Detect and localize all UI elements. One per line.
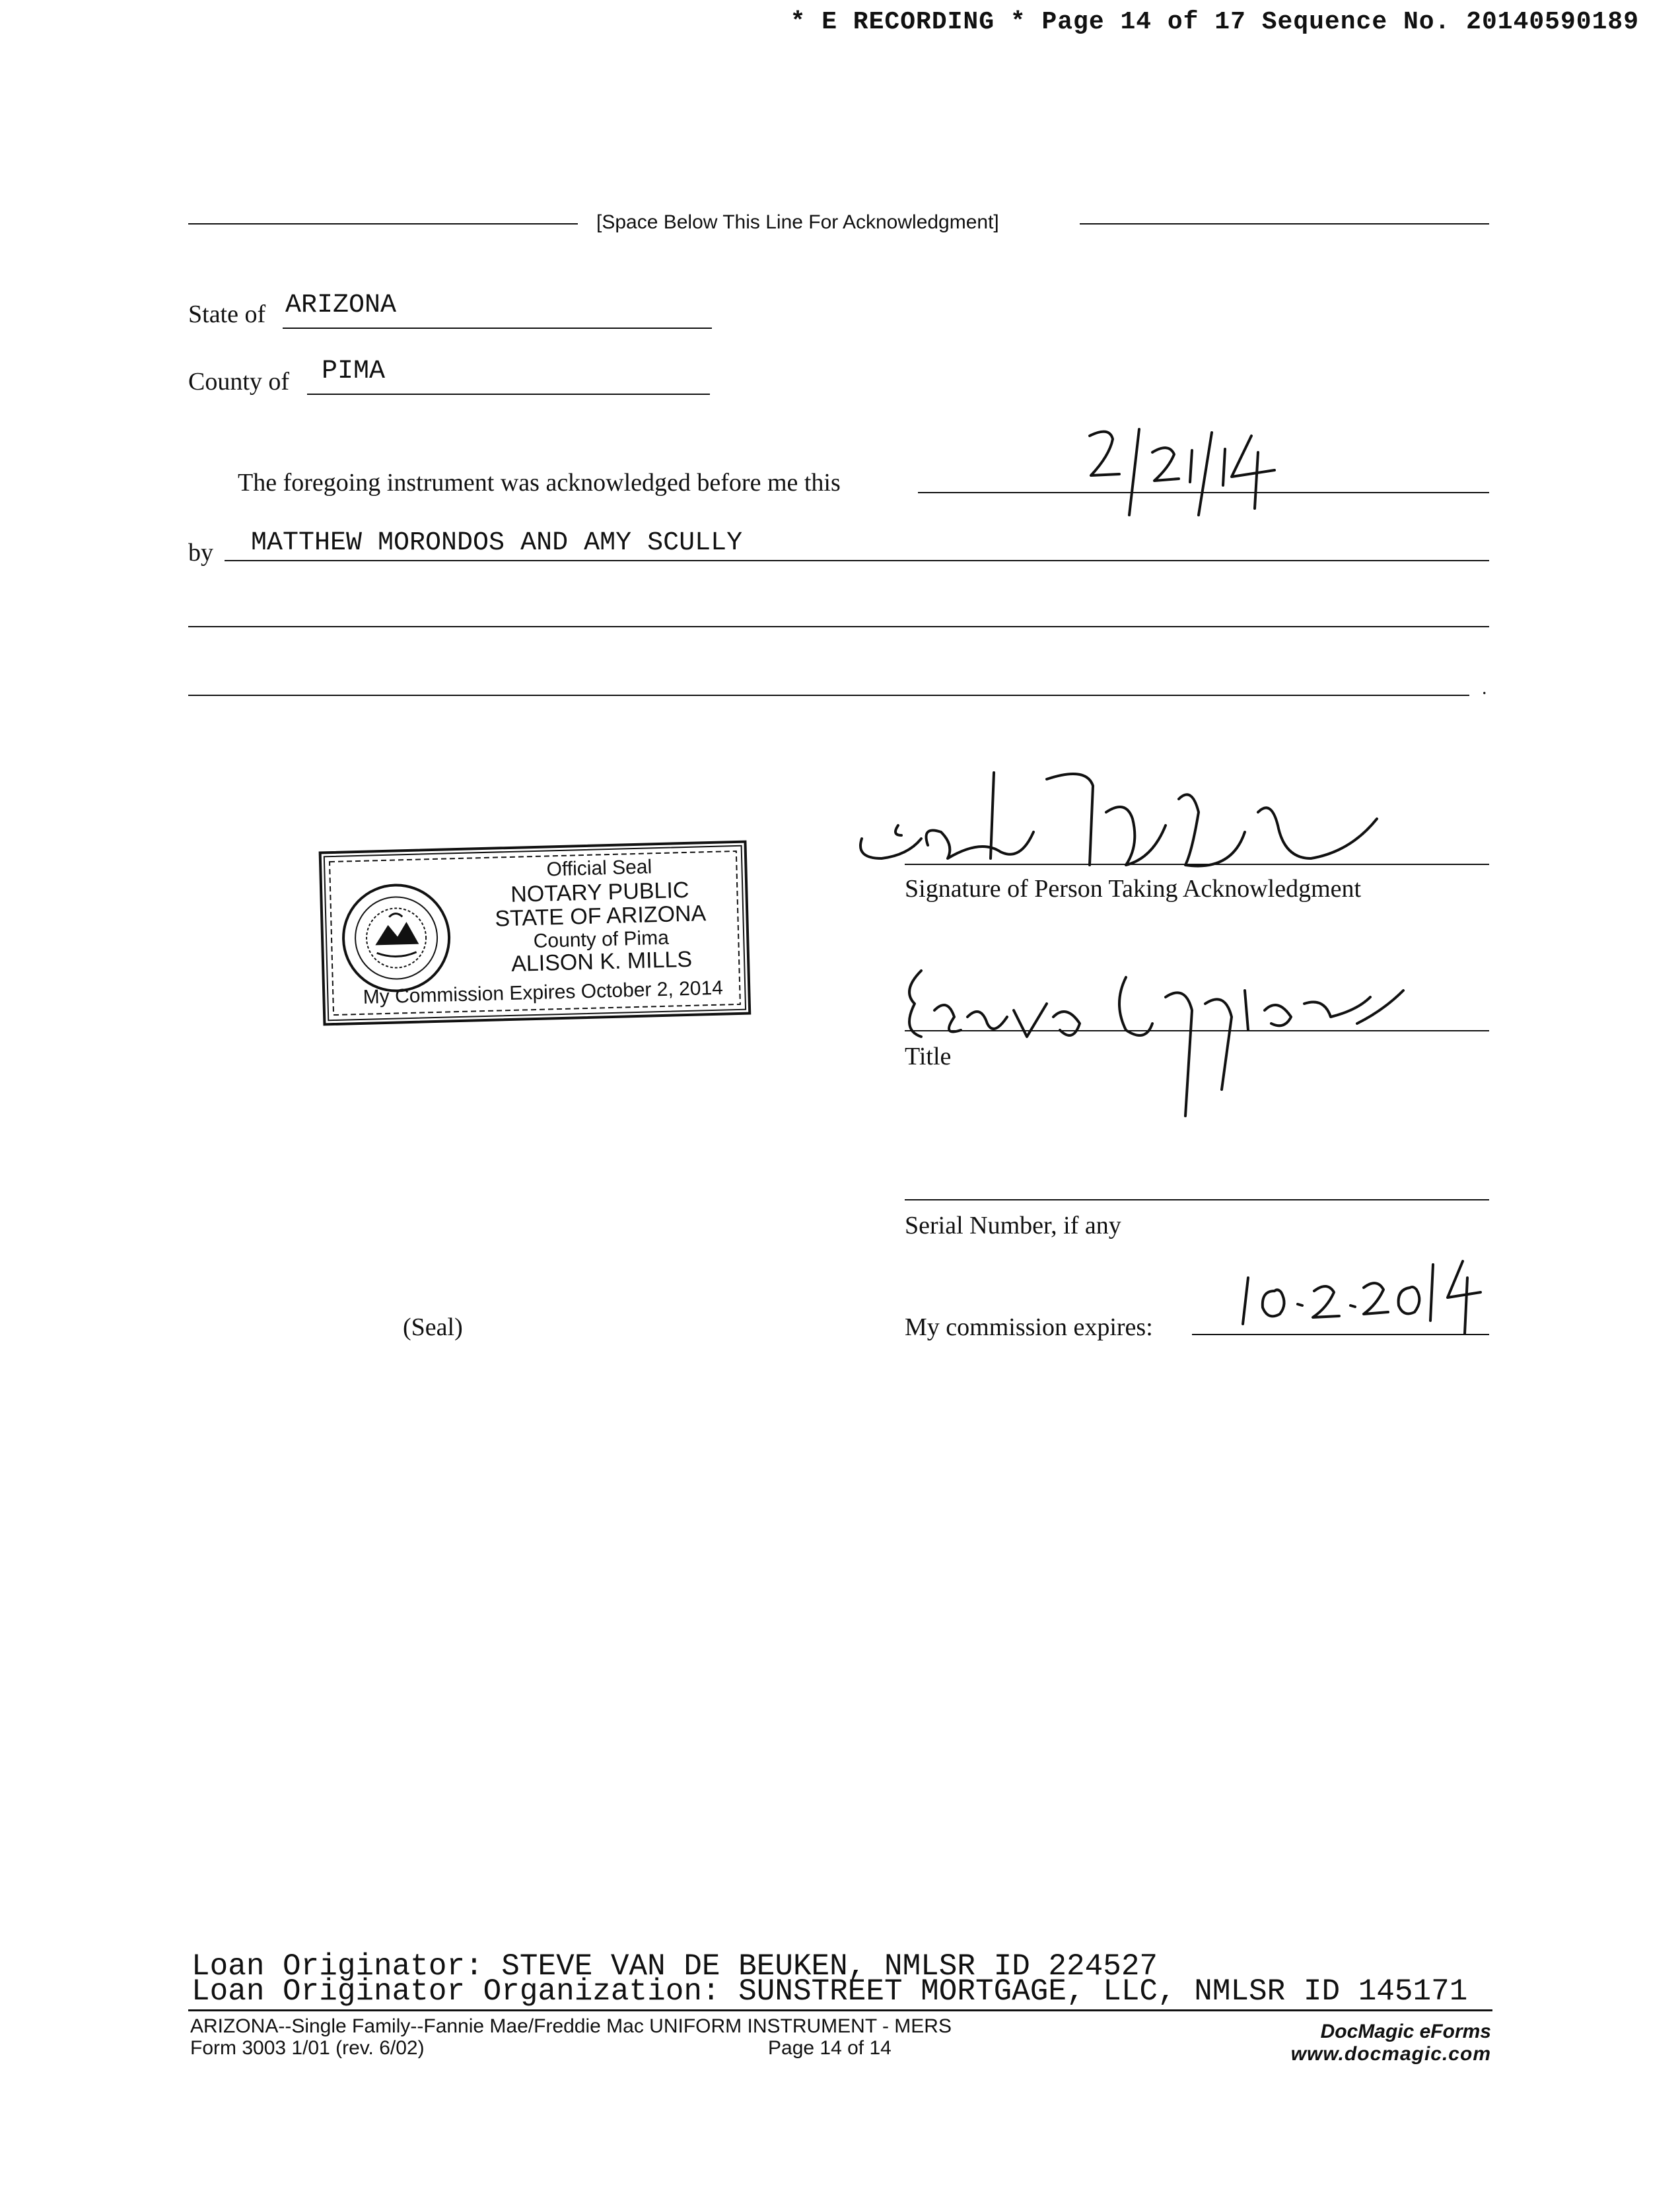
state-value: ARIZONA bbox=[285, 291, 397, 320]
page-number: Page 14 of 14 bbox=[768, 2037, 892, 2059]
stamp-line-6: My Commission Expires October 2, 2014 bbox=[363, 977, 724, 1008]
by-label: by bbox=[188, 539, 213, 567]
county-line bbox=[307, 394, 710, 395]
title-line bbox=[905, 1030, 1489, 1031]
blank-line bbox=[188, 695, 1469, 696]
docmagic-url: www.docmagic.com bbox=[1290, 2043, 1491, 2065]
title-caption: Title bbox=[905, 1043, 952, 1070]
docmagic-logo: DocMagic eForms bbox=[1320, 2021, 1491, 2042]
footer-rule bbox=[188, 2009, 1492, 2011]
stamp-line-2: NOTARY PUBLIC bbox=[510, 877, 689, 907]
form-description: ARIZONA--Single Family--Fannie Mae/Freddie Mac UNIFORM INSTRUMENT - MERS bbox=[190, 2015, 952, 2037]
form-number: Form 3003 1/01 (rev. 6/02) bbox=[190, 2037, 425, 2059]
commission-expires-caption: My commission expires: bbox=[905, 1313, 1153, 1341]
handwritten-expiration bbox=[1235, 1251, 1486, 1337]
stamp-line-4: County of Pima bbox=[533, 926, 670, 953]
state-line bbox=[283, 328, 712, 329]
recording-header: * E RECORDING * Page 14 of 17 Sequence No. 20140590189 bbox=[790, 8, 1639, 36]
blank-line bbox=[188, 626, 1489, 627]
county-value: PIMA bbox=[322, 357, 386, 386]
seal-caption: (Seal) bbox=[403, 1313, 463, 1341]
period-mark: . bbox=[1482, 677, 1487, 699]
stamp-line-1: Official Seal bbox=[546, 856, 652, 881]
signature-line bbox=[905, 864, 1489, 865]
loan-originator-organization: Loan Originator Organization: SUNSTREET MORTGAGE, LLC, NMLSR ID 145171 bbox=[192, 1974, 1468, 2009]
loan-originator: Loan Originator: STEVE VAN DE BEUKEN, NMLSR ID 224527 bbox=[192, 1949, 1158, 1984]
by-line bbox=[225, 560, 1489, 561]
state-label: State of bbox=[188, 300, 266, 328]
handwritten-date bbox=[1083, 423, 1294, 522]
acknowledgment-caption: [Space Below This Line For Acknowledgment] bbox=[596, 211, 999, 233]
county-label: County of bbox=[188, 368, 290, 396]
handwritten-title bbox=[895, 951, 1436, 1129]
arizona-seal-icon bbox=[342, 884, 450, 992]
notary-stamp bbox=[317, 835, 753, 1033]
acknowledgment-sentence: The foregoing instrument was acknowledged before me this bbox=[238, 469, 841, 497]
serial-number-caption: Serial Number, if any bbox=[905, 1212, 1121, 1239]
serial-number-line bbox=[905, 1199, 1489, 1200]
signature-caption: Signature of Person Taking Acknowledgment bbox=[905, 875, 1362, 903]
stamp-line-5: ALISON K. MILLS bbox=[510, 946, 693, 977]
acknowledgment-rule-left bbox=[188, 223, 578, 225]
stamp-line-3: STATE OF ARIZONA bbox=[494, 901, 707, 932]
acknowledgment-rule-right bbox=[1080, 223, 1489, 225]
acknowledging-parties: MATTHEW MORONDOS AND AMY SCULLY bbox=[251, 528, 743, 558]
notary-signature bbox=[849, 759, 1417, 891]
